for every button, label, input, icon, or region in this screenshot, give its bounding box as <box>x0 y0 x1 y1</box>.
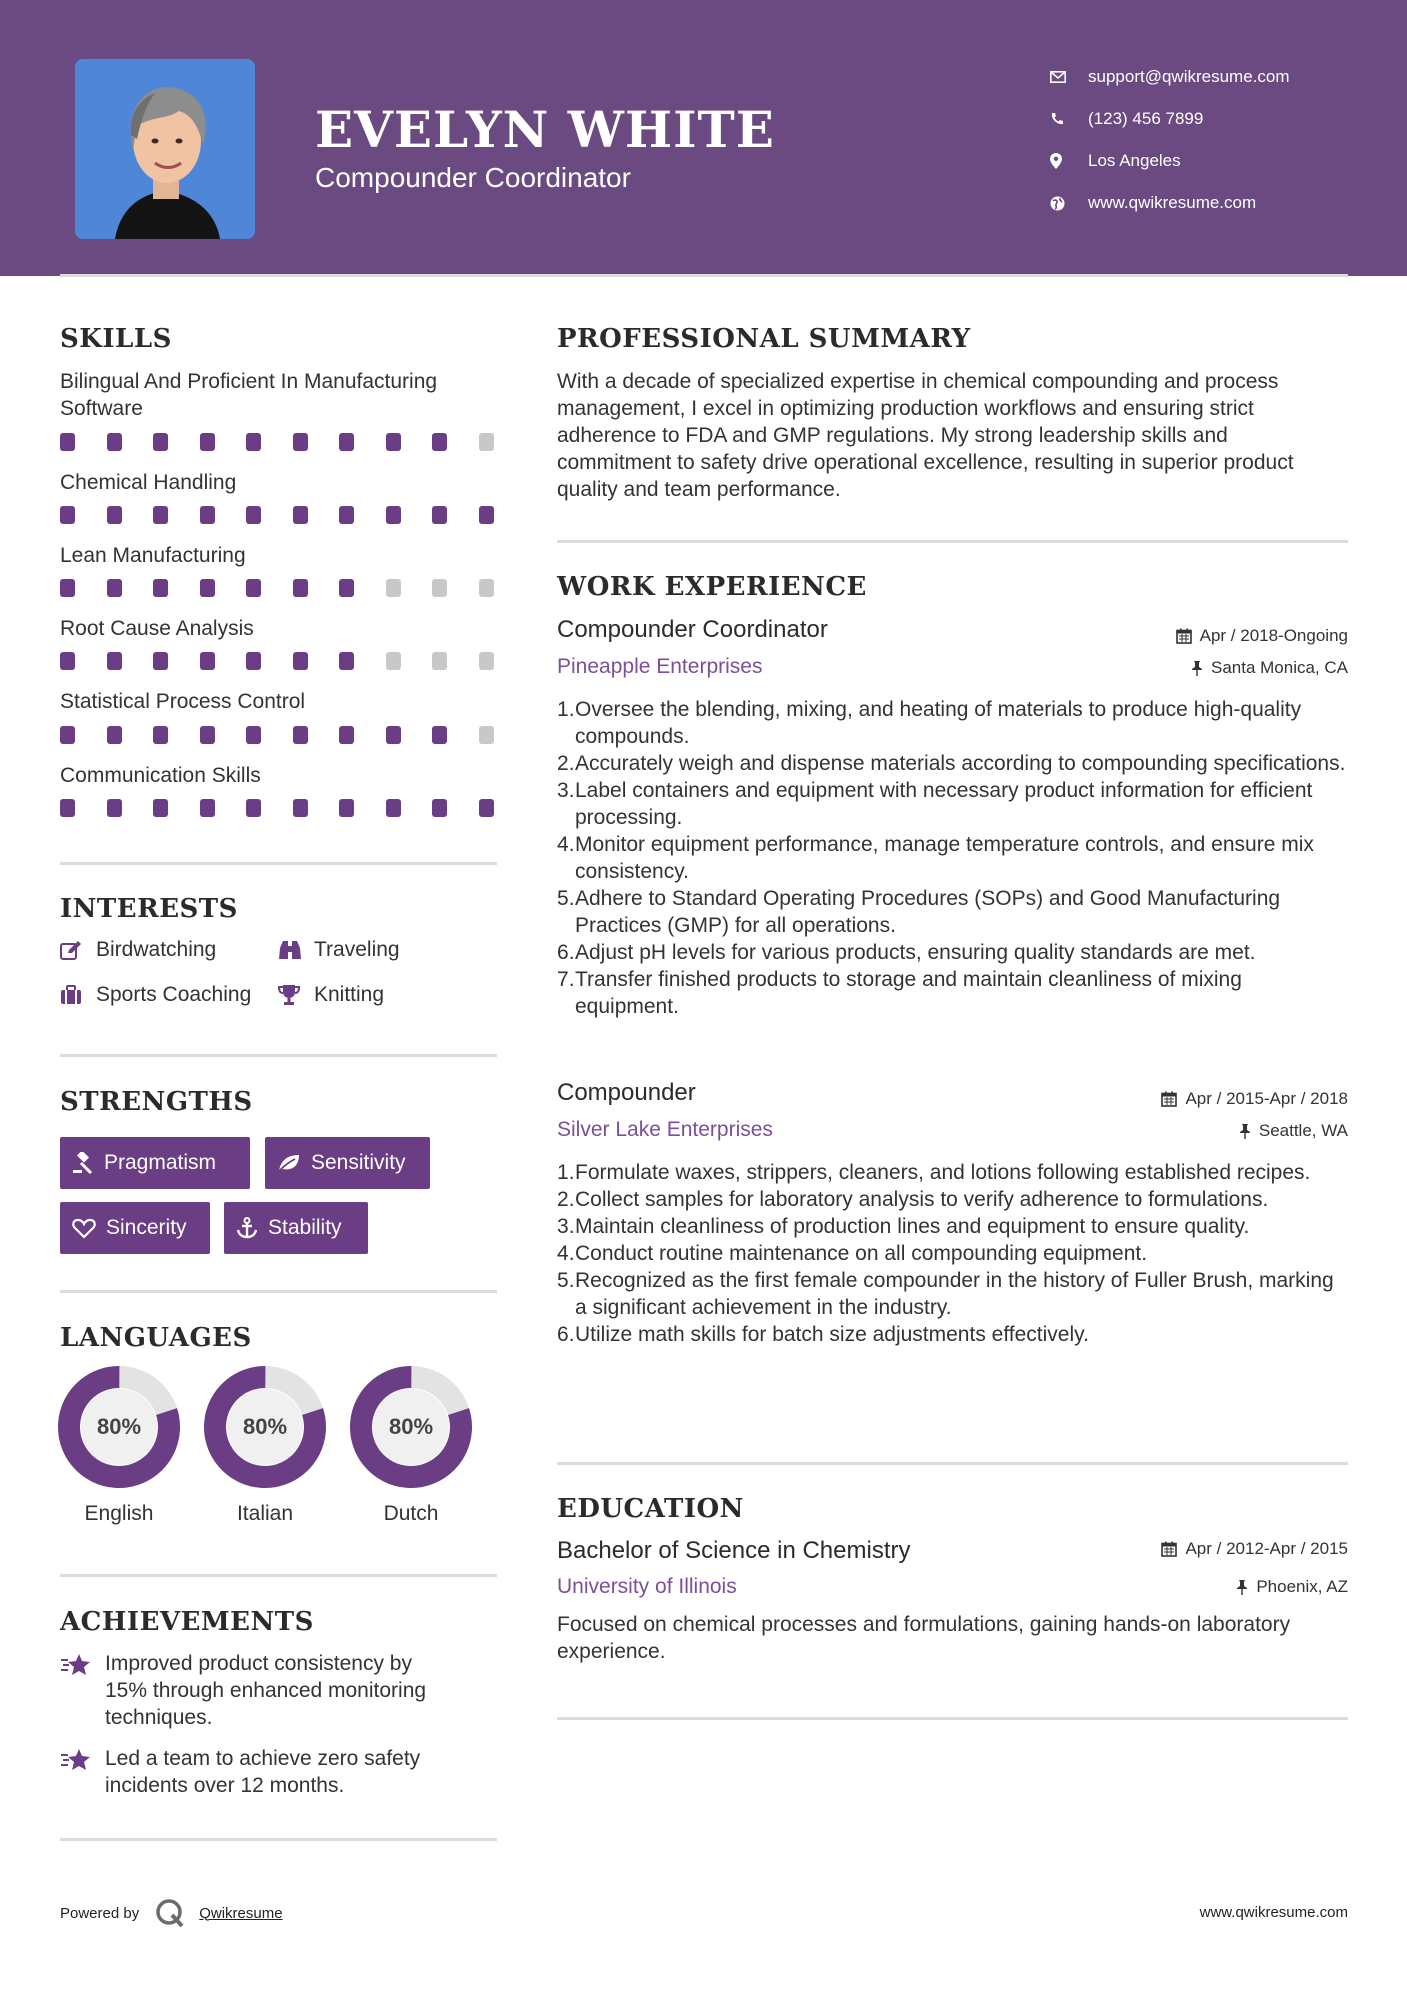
summary-text: With a decade of specialized expertise in chemical compounding and process management, I excel in optimizing production workflows and ensuring strict adherence to FDA and GMP regulations. My strong leadership skills and commitment to safety drive operational excellence, resulting in superior product quality and team performance. <box>557 370 1294 501</box>
interests-heading: INTERESTS <box>60 894 238 924</box>
gavel-icon <box>72 1152 94 1174</box>
section-divider <box>60 1574 497 1577</box>
rating-dot <box>246 433 261 451</box>
rating-dot <box>107 433 122 451</box>
interest-item: Sports Coaching <box>60 983 251 1007</box>
list-item: Adhere to Standard Operating Procedures (SOPs) and Good Manufacturing Practices (GMP) for all operations. <box>575 887 1281 937</box>
rating-dot <box>479 726 494 744</box>
footer-powered-by <box>60 1898 283 1928</box>
job-bullets <box>557 696 1347 1020</box>
rating-dot <box>432 579 447 597</box>
rating-dot <box>107 579 122 597</box>
rating-dot <box>246 652 261 670</box>
interest-item: Knitting <box>278 983 384 1007</box>
rating-dot <box>432 506 447 524</box>
website-text: www.qwikresume.com <box>1088 193 1257 212</box>
education-heading: EDUCATION <box>557 1494 744 1524</box>
interest-item: Birdwatching <box>60 938 216 962</box>
skill-rating <box>60 433 525 451</box>
strength-badge: Sincerity <box>60 1202 210 1254</box>
rating-dot <box>293 506 308 524</box>
rating-dot <box>432 726 447 744</box>
skill-name: Chemical Handling <box>60 471 237 494</box>
rating-dot <box>479 799 494 817</box>
envelope-icon <box>1050 71 1088 83</box>
language-item <box>350 1366 472 1526</box>
rating-dot <box>107 799 122 817</box>
languages-heading: LANGUAGES <box>60 1323 252 1353</box>
pushpin-icon <box>1239 1123 1251 1139</box>
qwikresume-link[interactable]: Qwikresume <box>199 1904 283 1922</box>
trophy-icon <box>278 984 314 1006</box>
qwikresume-logo-icon <box>155 1898 185 1928</box>
rating-dot <box>432 652 447 670</box>
achievement-item: Improved product consistency by 15% through enhanced monitoring techniques. <box>60 1650 440 1731</box>
phone-text: (123) 456 7899 <box>1088 109 1204 128</box>
rating-dot <box>293 652 308 670</box>
rating-dot <box>60 726 75 744</box>
rating-dot <box>60 506 75 524</box>
location-text: Los Angeles <box>1088 151 1181 170</box>
rating-dot <box>200 652 215 670</box>
pushpin-icon <box>1191 660 1203 676</box>
anchor-icon <box>236 1217 258 1239</box>
rating-dot <box>153 579 168 597</box>
language-item <box>204 1366 326 1526</box>
language-percent: 80% <box>96 1414 142 1439</box>
list-item: Utilize math skills for batch size adjustments effectively. <box>575 1323 1089 1346</box>
candidate-title: Compounder Coordinator <box>315 162 631 193</box>
job-title: Compounder Coordinator <box>557 616 828 643</box>
list-item: Label containers and equipment with necessary product information for efficient processing. <box>575 779 1313 829</box>
rating-dot <box>293 433 308 451</box>
binoculars-icon <box>278 940 314 960</box>
calendar-icon <box>1161 1091 1177 1107</box>
rating-dot <box>153 726 168 744</box>
company-name: Pineapple Enterprises <box>557 655 763 678</box>
job-dates: Apr / 2015-Apr / 2018 <box>1161 1089 1348 1109</box>
rating-dot <box>200 799 215 817</box>
rating-dot <box>200 506 215 524</box>
rating-dot <box>60 799 75 817</box>
skill-rating <box>60 579 525 597</box>
header-banner <box>0 0 1407 276</box>
skills-heading: SKILLS <box>60 324 172 354</box>
contact-phone[interactable] <box>1050 98 1370 140</box>
experience-heading: WORK EXPERIENCE <box>557 572 867 602</box>
language-percent: 80% <box>388 1414 434 1439</box>
briefcase-icon <box>60 985 96 1005</box>
contact-email[interactable] <box>1050 56 1370 98</box>
list-item: Accurately weigh and dispense materials according to compounding specifications. <box>575 752 1346 775</box>
map-pin-icon <box>1050 153 1088 169</box>
rating-dot <box>153 799 168 817</box>
globe-icon <box>1050 196 1088 211</box>
strength-badge: Pragmatism <box>60 1137 250 1189</box>
rating-dot <box>153 506 168 524</box>
rating-dot <box>479 506 494 524</box>
language-percent: 80% <box>242 1414 288 1439</box>
section-divider <box>60 1838 497 1841</box>
skill-name: Communication Skills <box>60 764 261 787</box>
list-item: Formulate waxes, strippers, cleaners, and lotions following established recipes. <box>575 1161 1311 1184</box>
rating-dot <box>293 579 308 597</box>
rating-dot <box>386 506 401 524</box>
language-name: Dutch <box>383 1502 439 1525</box>
rating-dot <box>339 799 354 817</box>
calendar-icon <box>1161 1541 1177 1557</box>
rating-dot <box>153 433 168 451</box>
language-item <box>58 1366 180 1526</box>
rating-dot <box>293 726 308 744</box>
rating-dot <box>60 433 75 451</box>
education-text: Focused on chemical processes and formulations, gaining hands-on laboratory experience. <box>557 1613 1291 1663</box>
rating-dot <box>107 506 122 524</box>
job-location: Santa Monica, CA <box>1191 658 1348 678</box>
rating-dot <box>339 726 354 744</box>
achievement-item: Led a team to achieve zero safety incidents over 12 months. <box>60 1745 440 1799</box>
language-ring <box>204 1366 326 1488</box>
skill-rating <box>60 506 525 524</box>
contact-location <box>1050 140 1370 182</box>
skill-name: Statistical Process Control <box>60 690 306 713</box>
list-item: Collect samples for laboratory analysis to verify adherence to formulations. <box>575 1188 1269 1211</box>
education-location: Phoenix, AZ <box>1236 1577 1348 1597</box>
list-item: Adjust pH levels for various products, ensuring quality standards are met. <box>575 941 1256 964</box>
skill-name: Lean Manufacturing <box>60 544 246 567</box>
rating-dot <box>200 433 215 451</box>
section-divider <box>60 1054 497 1057</box>
pushpin-icon <box>1236 1579 1248 1595</box>
rating-dot <box>293 799 308 817</box>
rating-dot <box>339 506 354 524</box>
rating-dot <box>153 652 168 670</box>
list-item: Recognized as the first female compounder in the history of Fuller Brush, marking a significant achievement in the industry. <box>575 1269 1334 1319</box>
rating-dot <box>339 652 354 670</box>
rating-dot <box>386 579 401 597</box>
rating-dot <box>479 433 494 451</box>
contact-website[interactable] <box>1050 182 1370 224</box>
rating-dot <box>246 726 261 744</box>
degree-title: Bachelor of Science in Chemistry <box>557 1537 911 1564</box>
language-ring <box>58 1366 180 1488</box>
strength-badge: Stability <box>224 1202 368 1254</box>
calendar-icon <box>1176 628 1192 644</box>
rating-dot <box>246 799 261 817</box>
achievements-heading: ACHIEVEMENTS <box>60 1607 314 1637</box>
leaf-icon <box>277 1153 301 1173</box>
job-title: Compounder <box>557 1079 696 1106</box>
skill-rating <box>60 652 525 670</box>
header-divider <box>60 274 1348 277</box>
rating-dot <box>386 726 401 744</box>
language-name: English <box>84 1502 154 1525</box>
email-text: support@qwikresume.com <box>1088 67 1290 86</box>
education-dates: Apr / 2012-Apr / 2015 <box>1161 1539 1348 1559</box>
rating-dot <box>246 579 261 597</box>
rating-dot <box>107 652 122 670</box>
rating-dot <box>339 433 354 451</box>
shooting-star-icon <box>60 1745 105 1799</box>
rating-dot <box>479 579 494 597</box>
rating-dot <box>200 579 215 597</box>
list-item: Maintain cleanliness of production lines and equipment to ensure quality. <box>575 1215 1250 1238</box>
list-item: Oversee the blending, mixing, and heating of materials to produce high-quality compounds. <box>575 698 1302 748</box>
section-divider <box>60 862 497 865</box>
summary-heading: PROFESSIONAL SUMMARY <box>557 324 971 354</box>
edit-icon <box>60 940 96 960</box>
school-name: University of Illinois <box>557 1575 737 1598</box>
company-name: Silver Lake Enterprises <box>557 1118 773 1141</box>
rating-dot <box>386 799 401 817</box>
job-location: Seattle, WA <box>1239 1121 1348 1141</box>
rating-dot <box>200 726 215 744</box>
rating-dot <box>479 652 494 670</box>
rating-dot <box>107 726 122 744</box>
rating-dot <box>60 579 75 597</box>
skill-name: Root Cause Analysis <box>60 617 254 640</box>
powered-by-label: Powered by <box>60 1904 140 1922</box>
contact-block <box>1050 56 1370 224</box>
shooting-star-icon <box>60 1650 105 1731</box>
interest-item: Traveling <box>278 938 400 962</box>
skill-rating <box>60 726 525 744</box>
skill-name: Bilingual And Proficient In Manufacturing Software <box>60 370 438 420</box>
language-ring <box>350 1366 472 1488</box>
language-name: Italian <box>236 1502 294 1525</box>
job-dates: Apr / 2018-Ongoing <box>1176 626 1348 646</box>
rating-dot <box>386 433 401 451</box>
rating-dot <box>60 652 75 670</box>
rating-dot <box>339 579 354 597</box>
footer-website[interactable]: www.qwikresume.com <box>1199 1904 1348 1921</box>
job-bullets <box>557 1159 1347 1348</box>
list-item: Conduct routine maintenance on all compounding equipment. <box>575 1242 1148 1265</box>
list-item: Transfer finished products to storage and maintain cleanliness of mixing equipment. <box>575 968 1242 1018</box>
list-item: Monitor equipment performance, manage temperature controls, and ensure mix consistency. <box>575 833 1314 883</box>
section-divider <box>60 1290 497 1293</box>
rating-dot <box>386 652 401 670</box>
phone-icon <box>1050 112 1088 126</box>
profile-photo <box>75 59 255 239</box>
section-divider <box>557 1462 1348 1465</box>
rating-dot <box>432 433 447 451</box>
heart-icon <box>72 1218 96 1239</box>
section-divider <box>557 540 1348 543</box>
section-divider <box>557 1717 1348 1720</box>
rating-dot <box>246 506 261 524</box>
candidate-name: EVELYN WHITE <box>315 100 775 159</box>
strength-badge: Sensitivity <box>265 1137 430 1189</box>
skill-rating <box>60 799 525 817</box>
strengths-heading: STRENGTHS <box>60 1087 253 1117</box>
rating-dot <box>432 799 447 817</box>
